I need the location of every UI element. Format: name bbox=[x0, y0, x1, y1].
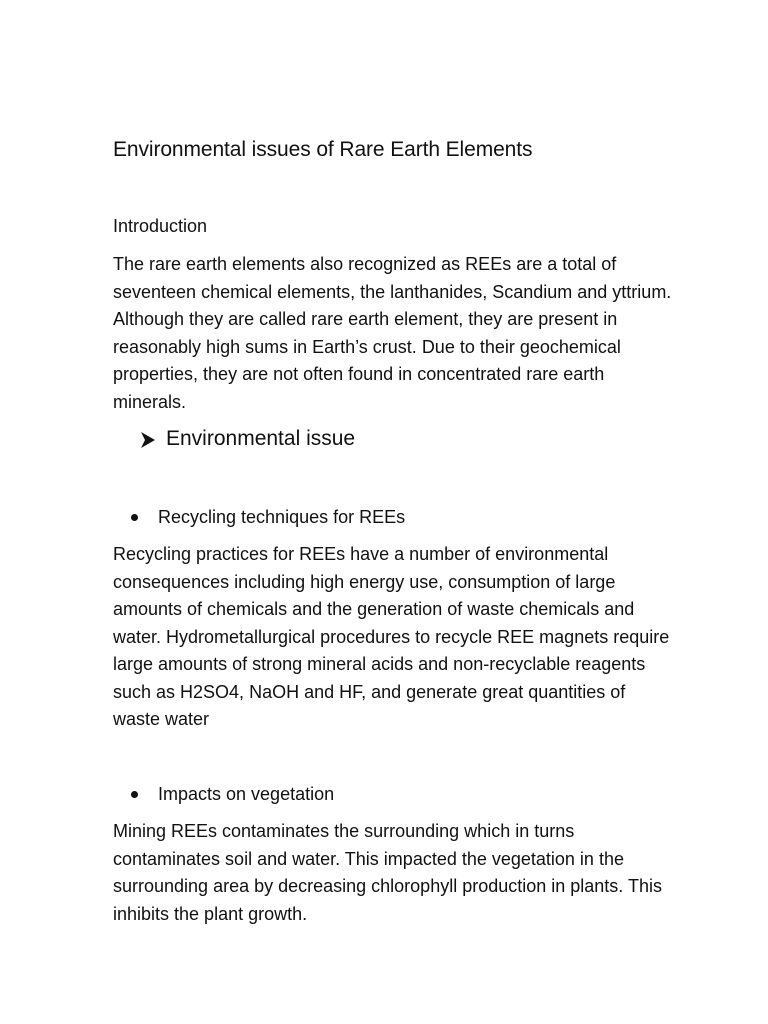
bullet-dot-icon bbox=[131, 791, 138, 798]
introduction-paragraph: The rare earth elements also recognized as REEs are a total of seventeen chemical elements, the lanthanides, Scandium and yttrium. Although they are called rare earth element, they are present in reasonably high sums in Earth’s crust. Due to their geochemical properties, they are not often found in concentrated rare earth minerals. bbox=[113, 254, 672, 412]
bullet-dot-icon bbox=[131, 514, 138, 521]
bullet-recycling-label: Recycling techniques for REEs bbox=[158, 507, 406, 527]
environmental-issue-heading bbox=[138, 424, 355, 454]
arrow-bullet-icon bbox=[138, 429, 158, 449]
environmental-issue-heading-text: Environmental issue bbox=[166, 427, 356, 450]
vegetation-paragraph: Mining REEs contaminates the surrounding which in turns contaminates soil and water. This impacted the vegetation in the surrounding area by decreasing chlorophyll production in plants. This inhibits the plant growth. bbox=[113, 821, 662, 924]
document-title: Environmental issues of Rare Earth Elements bbox=[113, 138, 533, 161]
introduction-label: Introduction bbox=[113, 216, 208, 236]
bullet-vegetation bbox=[131, 782, 334, 806]
bullet-vegetation-label: Impacts on vegetation bbox=[158, 784, 335, 804]
recycling-paragraph: Recycling practices for REEs have a number of environmental consequences including high energy use, consumption of large amounts of chemicals and the generation of waste chemicals and water. Hydrometallurgical procedures to recycle REE magnets require large amounts of strong mineral acids and non-recyclable reagents such as H2SO4, NaOH and HF, and generate great quantities of waste water bbox=[113, 544, 670, 729]
bullet-recycling bbox=[131, 505, 405, 529]
